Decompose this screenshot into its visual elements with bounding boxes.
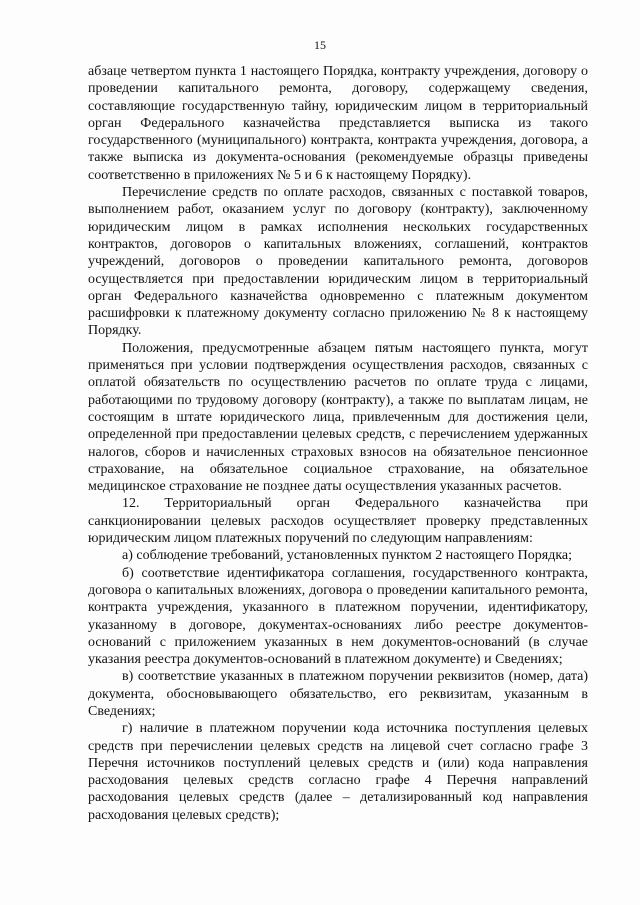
paragraph-continuation: абзаце четвертом пункта 1 настоящего Порядка, контракту учреждения, договору о проведении капитального ремонта, договору, содержащему сведения, составляющие государственную тайну, юридическим лицом в территориальный орган Федерального казначейства представляется выписка из такого государственного (муниципального) контракта, контракта учреждения, договора, а также выписка из документа-основания (рекомендуемые образцы приведены соответственно в приложениях № 5 и 6 к настоящему Порядку). (88, 64, 588, 183)
page-number: 15 (314, 38, 326, 52)
paragraph-subitem-v: в) соответствие указанных в платежном поручении реквизитов (номер, дата) документа, обосновывающего обязательство, его реквизитам, указанным в Сведениях; (88, 669, 588, 719)
paragraph-subitem-b: б) соответствие идентификатора соглашения, государственного контракта, договора о капитальных вложениях, договора о проведении капитального ремонта, контракта учреждения, указанного в платежном поручении, идентификатору, указанному в договоре, документах-основаниях либо реестре документов-оснований с приложением указанных в нем документов-оснований (в случае указания реестра документов-оснований в платежном документе) и Сведениях; (88, 565, 588, 668)
body-text (88, 63, 588, 824)
paragraph-provisions: Положения, предусмотренные абзацем пятым настоящего пункта, могут применяться при условии подтверждения осуществления расходов, связанных с оплатой обязательств по осуществлению расчетов по оплате труда с лицами, работающими по трудовому договору (контракту), а также по выплатам лицам, не состоящим в штате юридического лица, привлеченным для достижения цели, определенной при предоставлении целевых средств, с перечислением удержанных налогов, сборов и начисленных страховых взносов на обязательное пенсионное страхование, на обязательное социальное страхование, на обязательное медицинское страхование не позднее даты осуществления указанных расчетов. (88, 340, 588, 495)
paragraph-subitem-a: а) соблюдение требований, установленных пунктом 2 настоящего Порядка; (122, 548, 573, 564)
paragraph-subitem-g: г) наличие в платежном поручении кода источника поступления целевых средств при перечислении целевых средств на лицевой счет согласно графе 3 Перечня источников поступлений целевых средств и (или) кода направления расходования целевых средств согласно графе 4 Перечня направлений расходования целевых средств (далее – детализированный код направления расходования целевых средств); (88, 721, 588, 823)
paragraph-item-12: 12. Территориальный орган Федерального казначейства при санкционировании целевых расходов осуществляет проверку представленных юридическим лицом платежных поручений по следующим направлениям: (88, 496, 588, 547)
paragraph-payment-transfer: Перечисление средств по оплате расходов, связанных с поставкой товаров, выполнением работ, оказанием услуг по договору (контракту), заключенному юридическим лицом в рамках исполнения нескольких государственных контрактов, договоров о капитальных вложениях, соглашений, контрактов учреждений, договоров о проведении капитального ремонта, договоров осуществляется при предоставлении юридическим лицом в территориальный орган Федерального казначейства одновременно с платежным документом расшифровки к платежному документу согласно приложению № 8 к настоящему Порядку. (88, 185, 588, 339)
